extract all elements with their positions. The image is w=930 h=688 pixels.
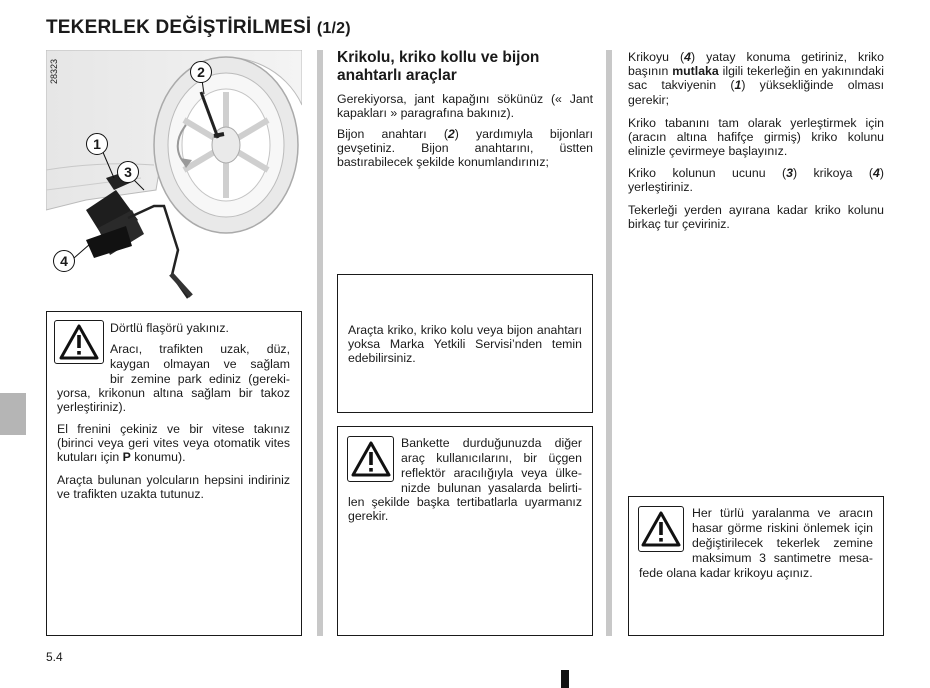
middle-note-text: Araçta kriko, kriko kolu veya bijon anahtarı yoksa Marka Yetkili Servisi’nden temin edebilirsiniz. bbox=[348, 323, 582, 366]
callout-2: 2 bbox=[190, 61, 212, 83]
middle-p2-a: Bijon anahtarı ( bbox=[337, 127, 448, 141]
page-title bbox=[46, 17, 351, 39]
left-warning-p3-b: konumu). bbox=[130, 450, 186, 465]
middle-warning-line2: araç kullanıcılarını, bir üçgen bbox=[401, 451, 582, 465]
section-title-line1: Krikolu, kriko kollu ve bijon bbox=[337, 49, 540, 66]
car-wheel-jack-drawing bbox=[46, 50, 302, 300]
right-p3-num: 3 bbox=[786, 166, 793, 180]
right-p1-b: ) yatay konuma getiriniz, kriko başının bbox=[628, 50, 885, 79]
middle-warning-line4: nizde bulunan yasalarda belirti- bbox=[401, 481, 582, 495]
middle-warning-box bbox=[337, 426, 593, 636]
page-number: 5.4 bbox=[46, 650, 63, 664]
middle-p2-b: ) yardımıyla bijonları gevşetiniz. Bijon anahtarını, üstten bastırabilecek şekilde konumlandırınız; bbox=[337, 127, 593, 170]
left-warning-p2-line2: kaygan olmayan ve sağlam bbox=[110, 357, 290, 371]
right-p3-c: ) yerleştiriniz. bbox=[628, 166, 884, 195]
right-warning-line1: Her türlü yaralanma ve aracın bbox=[692, 506, 873, 520]
page-title-part: (1/2) bbox=[316, 20, 351, 37]
jack-illustration bbox=[46, 50, 302, 300]
left-warning-p2-line1: Aracı, trafikten uzak, düz, bbox=[110, 342, 290, 356]
section-title bbox=[337, 49, 597, 85]
middle-note-box bbox=[337, 274, 593, 413]
right-warning-box bbox=[628, 496, 884, 636]
right-p3-a: Kriko kolunun ucunu ( bbox=[628, 166, 787, 180]
left-warning-p3-a: El frenini çekiniz ve bir vitese takınız (birinci veya geri vites veya otomatik vites kutuları için bbox=[57, 422, 290, 465]
left-warning-p4: Araçta bulunan yolcuların hepsini indiriniz ve trafikten uzakta tutunuz. bbox=[57, 473, 290, 502]
right-p3 bbox=[628, 166, 884, 194]
left-warning-p2-line3: bir zemine park ediniz (gereki- bbox=[110, 372, 290, 386]
right-p1-bold: mutlaka bbox=[672, 64, 719, 79]
middle-p2-num: 2 bbox=[447, 127, 455, 141]
chapter-tab bbox=[0, 393, 26, 435]
left-warning-box bbox=[46, 311, 302, 636]
right-warning-rest: fede olana kadar krikoyu açınız. bbox=[639, 566, 813, 580]
section-title-line2: anahtarlı araçlar bbox=[337, 67, 457, 84]
right-p3-b: ) krikoya ( bbox=[792, 166, 874, 180]
middle-warning-line3: reflektör aracılığıyla veya ülke- bbox=[401, 466, 582, 480]
right-p1-d: ) yüksekliğinde olması gerekir; bbox=[628, 78, 884, 107]
right-p1-c: ilgili tekerleğin en yakınındaki sac takviyenin ( bbox=[628, 64, 884, 93]
right-p3-num2: 4 bbox=[873, 166, 880, 180]
middle-warning-icon-frame bbox=[347, 436, 394, 482]
right-warning-line2: hasar görme riskini önlemek için bbox=[692, 521, 873, 535]
callout-1: 1 bbox=[86, 133, 108, 155]
middle-warning-line1: Bankette durduğunuzda diğer bbox=[401, 436, 582, 450]
left-warning-p2-rest: yorsa, krikonun altına sağlam bir takoz yerleştiriniz). bbox=[57, 386, 290, 415]
right-p1 bbox=[628, 50, 884, 107]
warning-triangle-icon bbox=[59, 324, 99, 360]
right-p1-a: Krikoyu ( bbox=[628, 50, 685, 64]
middle-p2 bbox=[337, 127, 593, 170]
middle-warning-rest: len şekilde başka tertibatlarla uyarmanız gerekir. bbox=[348, 495, 582, 524]
warning-triangle-icon bbox=[351, 441, 391, 477]
illustration-code: 28323 bbox=[49, 58, 59, 84]
left-warning-p3 bbox=[57, 422, 290, 465]
middle-p1: Gerekiyorsa, jant kapağını sökünüz (« Jant kapakları » paragrafına bakınız). bbox=[337, 92, 593, 121]
right-warning-line3: değiştirilecek tekerlek zemine bbox=[692, 536, 873, 550]
right-warning-icon-frame bbox=[638, 506, 684, 552]
right-p1-num2: 1 bbox=[734, 78, 742, 93]
left-warning-icon-frame bbox=[54, 320, 104, 364]
callout-3: 3 bbox=[117, 161, 139, 183]
left-warning-p1: Dörtlü flaşörü yakınız. bbox=[110, 321, 229, 335]
right-p2: Kriko tabanını tam olarak yerleştirmek için (aracın altına hafifçe girmiş) kriko kolunu elinizle çevirmeye başlayınız. bbox=[628, 116, 884, 159]
warning-triangle-icon bbox=[641, 511, 681, 547]
page-title-text: TEKERLEK DEĞİŞTİRİLMESİ bbox=[46, 17, 312, 38]
right-p1-num: 4 bbox=[684, 50, 691, 64]
column-divider-right bbox=[606, 50, 612, 636]
left-warning-p3-bold: P bbox=[122, 450, 131, 465]
right-warning-line4: maksimum 3 santimetre mesa- bbox=[692, 551, 873, 565]
footer-marker bbox=[561, 670, 569, 688]
right-p4: Tekerleği yerden ayırana kadar kriko kolunu birkaç tur çeviriniz. bbox=[628, 203, 884, 232]
column-divider-left bbox=[317, 50, 323, 636]
callout-4: 4 bbox=[53, 250, 75, 272]
